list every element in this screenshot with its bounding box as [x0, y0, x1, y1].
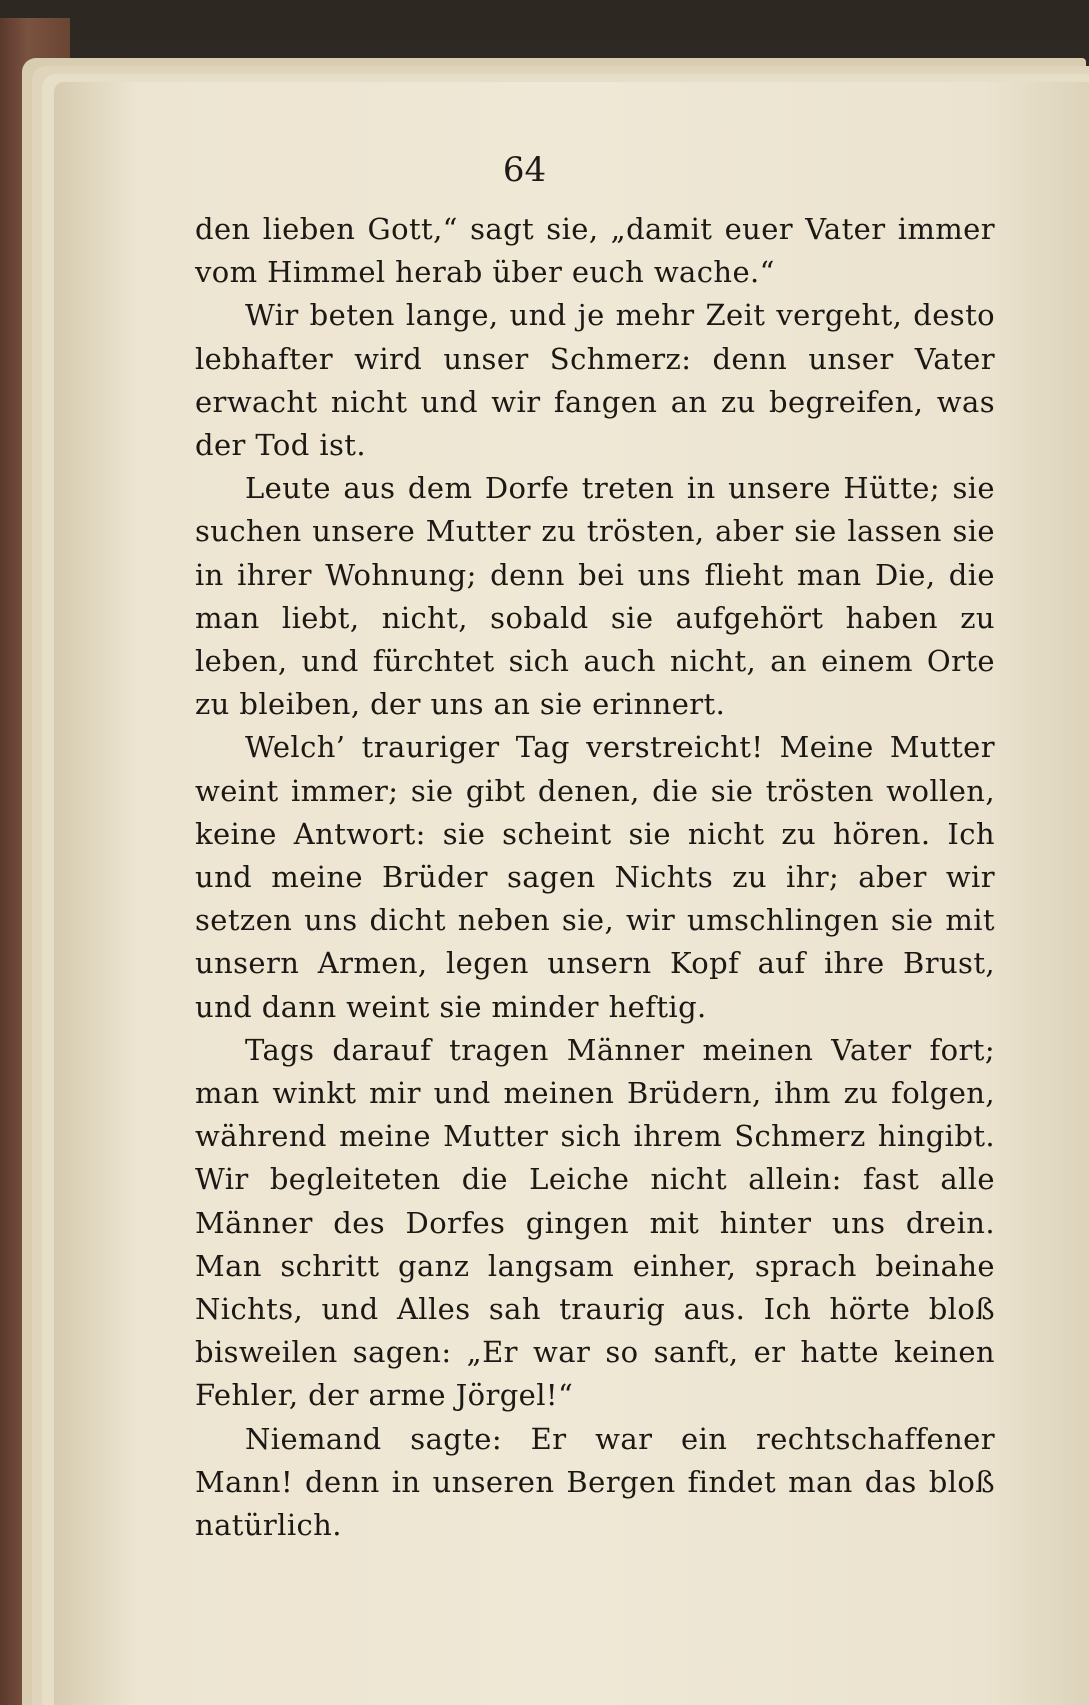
- paragraph: Wir beten lange, und je mehr Zeit vergeht, desto lebhafter wird unser Schmerz: denn unser Vater erwacht nicht und wir fangen an zu begreifen, was der Tod ist.: [195, 298, 995, 463]
- paragraph: Leute aus dem Dorfe treten in unsere Hütte; sie suchen unsere Mutter zu trösten, aber sie lassen sie in ihrer Wohnung; denn bei uns flieht man Die, die man liebt, nicht, sobald sie aufgehört haben zu leben, und fürchtet sich auch nicht, an einem Orte zu bleiben, der uns an sie erinnert.: [195, 471, 995, 722]
- body-text: [195, 208, 995, 1547]
- paragraph: Tags darauf tragen Männer meinen Vater fort; man winkt mir und meinen Brüdern, ihm zu folgen, während meine Mutter sich ihrem Schmerz hingibt. Wir begleiteten die Leiche nicht allein: fast alle Männer des Dorfes gingen mit hinter uns drein. Man schritt ganz langsam einher, sprach beinahe Nichts, und Alles sah traurig aus. Ich hörte bloß bisweilen sagen: „Er war so sanft, er hatte keinen Fehler, der arme Jörgel!“: [195, 1032, 995, 1413]
- page-number: 64: [502, 150, 547, 190]
- paragraph: Niemand sagte: Er war ein rechtschaffener Mann! denn in unseren Bergen findet man das bloß natürlich.: [195, 1421, 995, 1543]
- paragraph: den lieben Gott,“ sagt sie, „damit euer Vater immer vom Himmel herab über euch wache.“: [195, 212, 995, 290]
- paragraph: Welch’ trauriger Tag verstreicht! Meine Mutter weint immer; sie gibt denen, die sie trösten wollen, keine Antwort: sie scheint sie nicht zu hören. Ich und meine Brüder sagen Nichts zu ihr; aber wir setzen uns dicht neben sie, wir umschlingen sie mit unsern Armen, legen unsern Kopf auf ihre Brust, und dann weint sie minder heftig.: [195, 730, 995, 1024]
